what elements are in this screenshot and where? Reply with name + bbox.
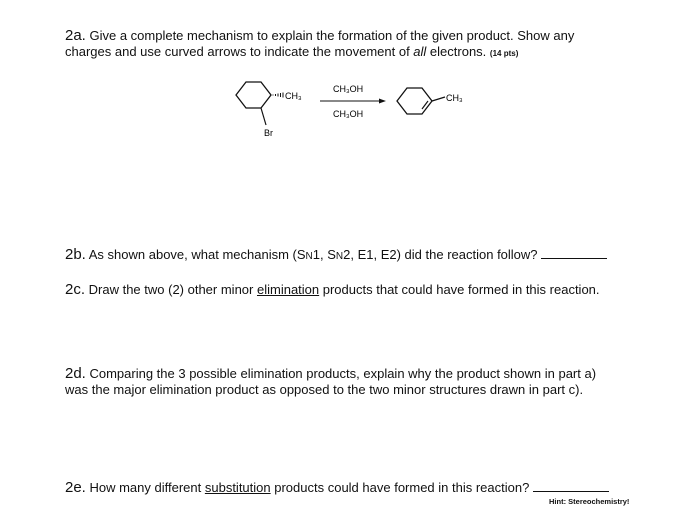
question-2a-text-line2a: charges and use curved arrows to indicate the movement of: [65, 44, 414, 59]
question-2b-text-a: As shown above, what mechanism (S: [88, 247, 306, 262]
stereochemistry-hint: Hint: Stereochemistry!: [549, 497, 630, 506]
reactant-cyclohexane-ring: [236, 82, 271, 108]
question-2d: [65, 366, 596, 398]
question-2b-number: 2b.: [65, 246, 86, 263]
question-2a-emphasis: all: [413, 44, 427, 59]
product-methyl-bond: [432, 97, 445, 101]
question-2a-points: (14 pts): [489, 49, 519, 58]
question-2d-number: 2d.: [65, 365, 86, 382]
product-methyl-label: CH₃: [446, 93, 463, 103]
question-2d-line1: [65, 366, 596, 382]
reactant-methyl-label: CH₃: [285, 91, 302, 101]
question-2b: [65, 246, 607, 265]
question-2c-number: 2c.: [65, 281, 86, 298]
question-2b-sn2-subscript: N: [335, 251, 344, 262]
question-2c: [65, 282, 600, 298]
question-2e: [65, 479, 609, 496]
question-2e-text-a: How many different: [89, 480, 205, 495]
reactant-c-br-bond: [261, 108, 266, 125]
question-2c-underlined: elimination: [256, 282, 320, 297]
answer-blank-2b[interactable]: [541, 246, 607, 259]
reaction-scheme: [0, 0, 700, 160]
reaction-arrow-head: [379, 99, 386, 104]
question-2a-number: 2a.: [65, 27, 86, 44]
question-2a-text-line2b: electrons.: [426, 44, 487, 59]
question-2e-underlined: substitution: [204, 480, 271, 495]
question-2d-text-line2: was the major elimination product as opposed to the two minor structures drawn in part c).: [65, 382, 584, 397]
question-2b-sn1-subscript: N: [305, 251, 313, 262]
question-2c-text-b: products that could have formed in this reaction.: [319, 282, 600, 297]
question-2c-text-a: Draw the two (2) other minor: [88, 282, 257, 297]
question-2a-text-line1: Give a complete mechanism to explain the formation of the given product. Show any: [89, 28, 575, 43]
reagent-above-label: CH₃OH: [333, 84, 364, 94]
question-2e-number: 2e.: [65, 479, 86, 496]
question-2e-text-b: products could have formed in this reaction?: [270, 480, 530, 495]
question-2d-text-line1: Comparing the 3 possible elimination products, explain why the product shown in part a): [89, 366, 597, 381]
question-2b-text-b: 1, S: [312, 247, 336, 262]
reactant-hashed-wedge: [273, 93, 283, 98]
product-cyclohexene-ring: [397, 88, 432, 114]
answer-blank-2e[interactable]: [533, 479, 609, 492]
reactant-bromo-label: Br: [264, 128, 273, 138]
question-2b-text-c: 2, E1, E2) did the reaction follow?: [343, 247, 538, 262]
reagent-below-label: CH₃OH: [333, 109, 364, 119]
